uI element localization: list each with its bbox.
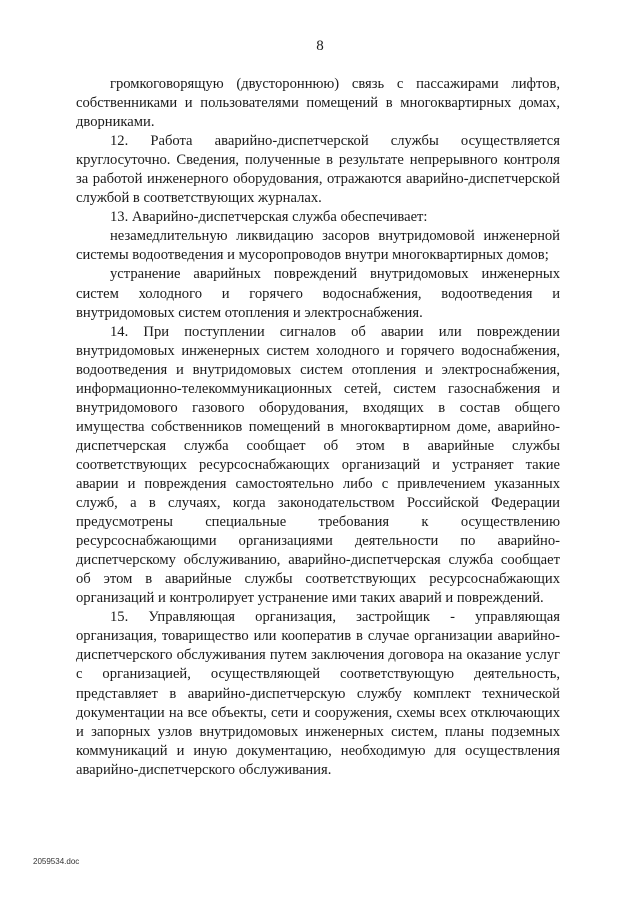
footer-document-code: 2059534.doc [33,857,80,866]
paragraph-continuation: громкоговорящую (двустороннюю) связь с пассажирами лифтов, собственниками и пользователями помещений в многоквартирных домах, дворниками. [76,76,560,131]
document-body [76,75,560,780]
page-number: 8 [316,38,324,54]
paragraph-14: 14. При поступлении сигналов об аварии или повреждении внутридомовых инженерных систем холодного и горячего водоснабжения, водоотведения и внутридомовых систем отопления и электроснабжения, информационно-телекоммуникационных сетей, систем газоснабжения и внутридомового газового оборудования, входящих в состав общего имущества собственников помещений в многоквартирном доме, аварийно-диспетчерская служба сообщает об этом в аварийные службы соответствующих ресурсоснабжающих организаций и устраняет такие аварии и повреждения самостоятельно либо с привлечением указанных служб, а в случаях, когда законодательством Российской Федерации предусмотрены специальные требования к осуществлению ресурсоснабжающими организациями деятельности по аварийно-диспетчерскому обслуживанию, аварийно-диспетчерская служба сообщает об этом в аварийные службы соответствующих ресурсоснабжающих организаций и контролирует устранение ими таких аварий и повреждений. [76,323,560,607]
paragraph-15: 15. Управляющая организация, застройщик - управляющая организация, товарищество или кооператив в случае организации аварийно-диспетчерского обслуживания путем заключения договора на оказание услуг с организацией, осуществляющей соответствующую деятельность, представляет в аварийно-диспетчерскую службу комплект технической документации на все объекты, сети и сооружения, схемы всех отключающих и запорных узлов внутридомовых инженерных систем, планы подземных коммуникаций и иную документацию, необходимую для осуществления аварийно-диспетчерского обслуживания. [76,609,560,778]
paragraph-13-item-1: незамедлительную ликвидацию засоров внутридомовой инженерной системы водоотведения и мусоропроводов внутри многоквартирных домов; [76,228,560,264]
paragraph-13-item-2: устранение аварийных повреждений внутридомовых инженерных систем холодного и горячего водоснабжения, водоотведения и внутридомовых систем отопления и электроснабжения. [76,266,560,321]
paragraph-13: 13. Аварийно-диспетчерская служба обеспечивает: [110,209,428,226]
paragraph-12: 12. Работа аварийно-диспетчерской службы осуществляется круглосуточно. Сведения, полученные в результате непрерывного контроля за работой инженерного оборудования, отражаются аварийно-диспетчерской службой в соответствующих журналах. [76,133,560,207]
